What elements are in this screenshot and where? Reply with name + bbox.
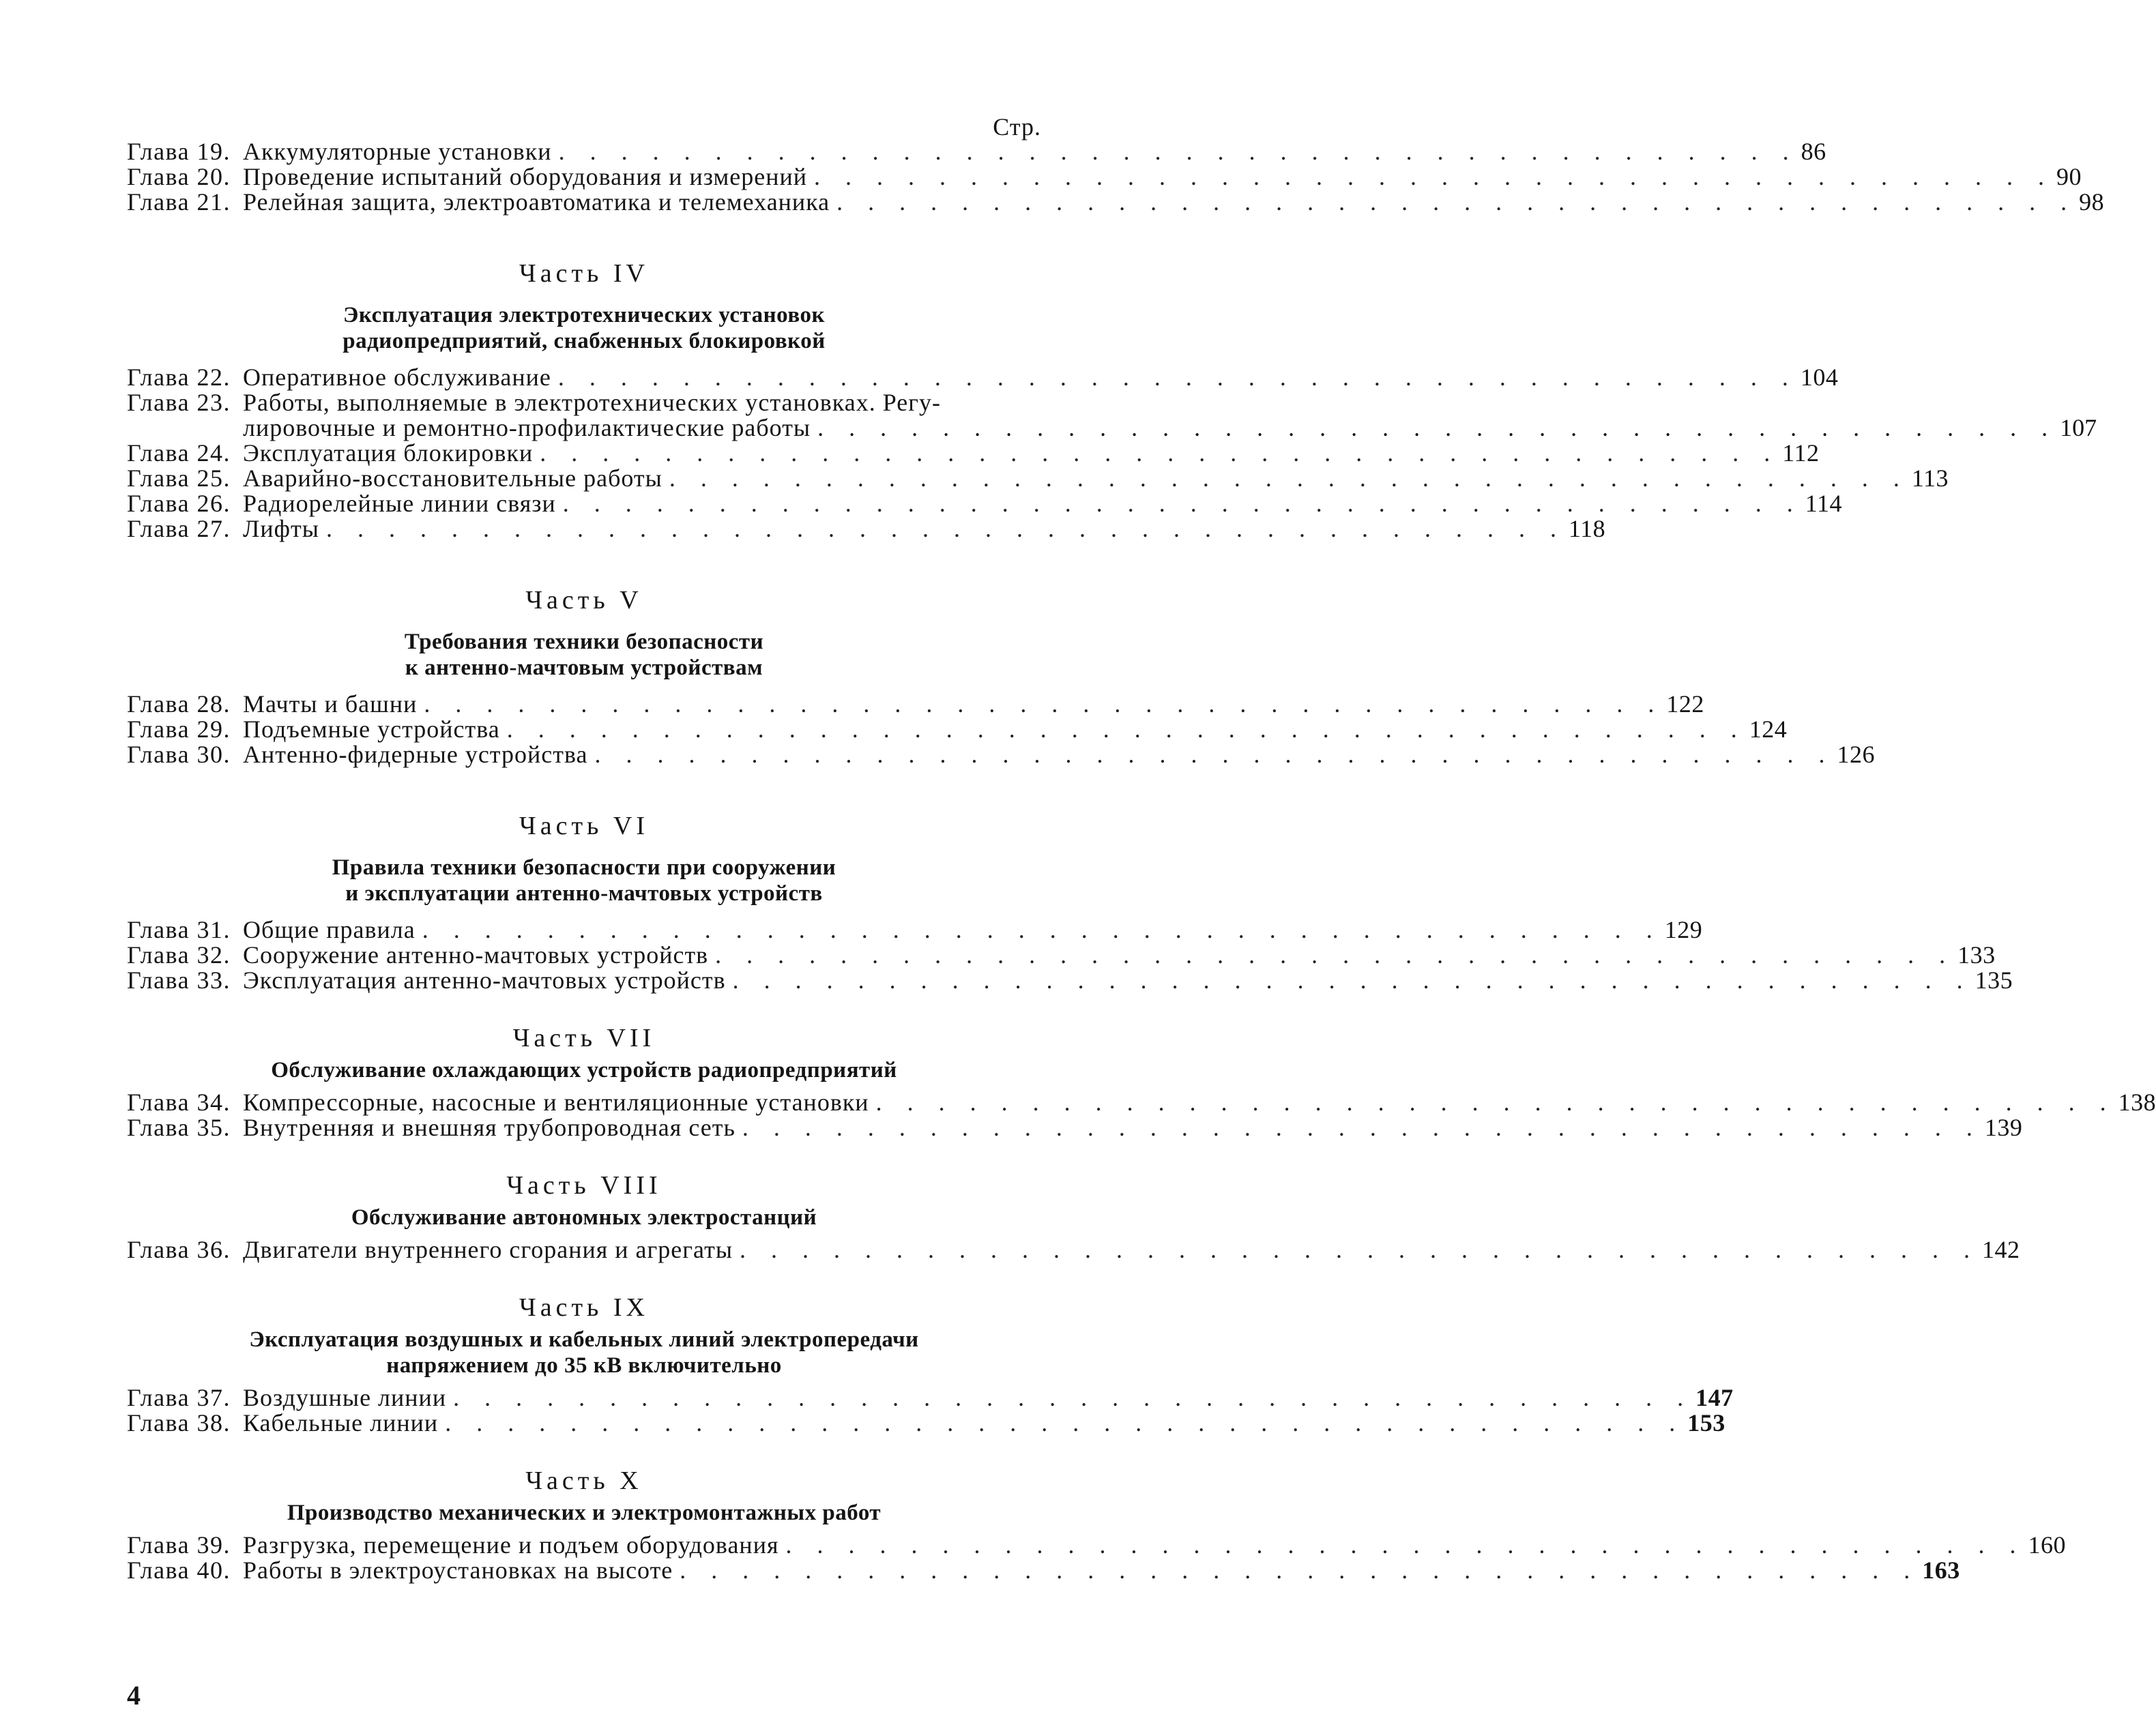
chapter-page-number: 98 xyxy=(2079,188,2105,216)
toc-entry[interactable] xyxy=(127,1557,1960,1584)
dot-leader: . . . . . . . . . . . . . . . . . . . . . . . . . . . . . . . . . . . . . . . . xyxy=(422,916,1662,943)
chapter-label: Глава 27. xyxy=(127,515,231,542)
chapter-page-number: 113 xyxy=(1911,465,1949,492)
dot-leader: . . . . . . . . . . . . . . . . . . . . . . . . . . . . . . . . . . . . . . . . xyxy=(742,1114,1982,1141)
chapter-label: Глава 31. xyxy=(127,916,231,943)
dot-leader: . . . . . . . . . . . . . . . . . . . . . . . . . . . . . . . . . . . . . . . . xyxy=(558,138,1798,165)
chapter-page-number: 142 xyxy=(1982,1236,2020,1263)
chapter-title: Проведение испытаний оборудования и измерений xyxy=(243,163,807,190)
chapter-label: Глава 40. xyxy=(127,1557,231,1584)
toc-entry[interactable] xyxy=(127,967,2013,994)
chapter-page-number: 163 xyxy=(1922,1557,1960,1584)
toc-entry[interactable] xyxy=(127,1089,2156,1116)
chapter-page-number: 135 xyxy=(1975,967,2013,994)
toc-entry[interactable] xyxy=(127,1236,2020,1263)
dot-leader: . . . . . . . . . . . . . . . . . . . . . . . . . . . . . . . . . . . . . . . . xyxy=(557,364,1798,391)
part-title xyxy=(127,629,1041,681)
part-title xyxy=(127,1205,1041,1230)
dot-leader: . . . . . . . . . . . . . . . . . . . . . . . . . . . . . . . . . . . . . . . . xyxy=(817,414,2058,441)
chapter-page-number: 112 xyxy=(1782,439,1820,467)
toc-entry[interactable] xyxy=(127,941,1996,969)
toc-entry[interactable] xyxy=(127,439,1820,467)
table-of-contents xyxy=(127,138,2156,1584)
chapter-title: Радиорелейные линии связи xyxy=(243,490,556,517)
part-heading: Часть VI xyxy=(519,812,649,840)
part-title-line: Требования техники безопасности xyxy=(404,630,764,654)
chapter-title: Разгрузка, перемещение и подъем оборудования xyxy=(243,1531,779,1559)
chapter-label: Глава 23. xyxy=(127,389,231,416)
part-title xyxy=(127,1327,1041,1378)
chapter-page-number: 90 xyxy=(2056,163,2082,190)
dot-leader: . . . . . . . . . . . . . . . . . . . . . . . . . . . . . . . . . . . . . . . . xyxy=(325,515,1566,542)
part-title-line: Производство механических и электромонтажных работ xyxy=(287,1501,882,1525)
toc-entry[interactable] xyxy=(127,188,2105,216)
chapter-title: Оперативное обслуживание xyxy=(243,364,551,391)
part-title xyxy=(127,1057,1041,1083)
chapter-title-continuation: лировочные и ремонтно-профилактические работы xyxy=(243,414,811,441)
chapter-page-number: 129 xyxy=(1664,916,1703,943)
chapter-title: Кабельные линии xyxy=(243,1409,439,1436)
toc-entry[interactable] xyxy=(127,1114,2023,1141)
dot-leader: . . . . . . . . . . . . . . . . . . . . . . . . . . . . . . . . . . . . . . . . xyxy=(445,1409,1685,1436)
dot-leader: . . . . . . . . . . . . . . . . . . . . . . . . . . . . . . . . . . . . . . . . xyxy=(506,716,1747,743)
toc-entry[interactable] xyxy=(127,741,1875,768)
chapter-title: Работы, выполняемые в электротехнических установках. Регу- xyxy=(243,389,941,416)
chapter-title: Двигатели внутреннего сгорания и агрегаты xyxy=(243,1236,733,1263)
dot-leader: . . . . . . . . . . . . . . . . . . . . . . . . . . . . . . . . . . . . . . . . xyxy=(836,188,2077,216)
chapter-page-number: 138 xyxy=(2118,1089,2156,1116)
page-number: 4 xyxy=(127,1680,141,1711)
chapter-label: Глава 26. xyxy=(127,490,231,517)
chapter-page-number: 104 xyxy=(1800,364,1839,391)
chapter-title: Подъемные устройства xyxy=(243,716,500,743)
part-heading: Часть VIII xyxy=(506,1171,662,1200)
chapter-label: Глава 32. xyxy=(127,941,231,969)
chapter-title: Общие правила xyxy=(243,916,416,943)
part-heading: Часть IV xyxy=(519,259,649,288)
chapter-page-number: 107 xyxy=(2060,414,2097,441)
toc-page xyxy=(127,113,2156,1584)
chapter-label: Глава 29. xyxy=(127,716,231,743)
part-heading: Часть VII xyxy=(512,1024,656,1052)
toc-entry[interactable] xyxy=(127,1384,1734,1411)
part-title-line: Обслуживание автономных электростанций xyxy=(351,1205,817,1230)
toc-entry[interactable] xyxy=(127,163,2082,190)
chapter-label: Глава 34. xyxy=(127,1089,231,1116)
chapter-page-number: 126 xyxy=(1837,741,1875,768)
chapter-title: Релейная защита, электроавтоматика и телемеханика xyxy=(243,188,830,216)
dot-leader: . . . . . . . . . . . . . . . . . . . . . . . . . . . . . . . . . . . . . . . . xyxy=(785,1531,2026,1559)
part-title-line: к антенно-мачтовым устройствам xyxy=(405,655,763,680)
part-title-line: и эксплуатации антенно-мачтовых устройств xyxy=(345,881,823,906)
part-title xyxy=(127,1500,1041,1526)
chapter-page-number: 160 xyxy=(2028,1531,2067,1559)
dot-leader: . . . . . . . . . . . . . . . . . . . . . . . . . . . . . . . . . . . . . . . . xyxy=(875,1089,2116,1116)
dot-leader: . . . . . . . . . . . . . . . . . . . . . . . . . . . . . . . . . . . . . . . . xyxy=(740,1236,1980,1263)
chapter-label: Глава 25. xyxy=(127,465,231,492)
chapter-page-number: 147 xyxy=(1695,1384,1734,1411)
toc-entry[interactable] xyxy=(127,364,1839,391)
chapter-title: Аккумуляторные установки xyxy=(243,138,552,165)
chapter-page-number: 133 xyxy=(1957,941,1996,969)
toc-entry-continuation[interactable] xyxy=(127,414,2097,441)
dot-leader: . . . . . . . . . . . . . . . . . . . . . . . . . . . . . . . . . . . . . . . . xyxy=(669,465,1909,492)
part-title xyxy=(127,855,1041,906)
part-title-line: радиопредприятий, снабженных блокировкой xyxy=(343,329,826,353)
chapter-label: Глава 19. xyxy=(127,138,231,165)
toc-entry[interactable] xyxy=(127,1409,1725,1436)
part-title xyxy=(127,302,1041,354)
part-title-line: Эксплуатация электротехнических установок xyxy=(343,303,825,327)
dot-leader: . . . . . . . . . . . . . . . . . . . . . . . . . . . . . . . . . . . . . . . . xyxy=(453,1384,1693,1411)
part-title-line: Правила техники безопасности при сооружении xyxy=(332,855,836,880)
dot-leader: . . . . . . . . . . . . . . . . . . . . . . . . . . . . . . . . . . . . . . . . xyxy=(424,690,1664,718)
chapter-title: Работы в электроустановках на высоте xyxy=(243,1557,673,1584)
part-heading: Часть X xyxy=(525,1466,643,1495)
dot-leader: . . . . . . . . . . . . . . . . . . . . . . . . . . . . . . . . . . . . . . . . xyxy=(814,163,2054,190)
part-title-line: Обслуживание охлаждающих устройств радиопредприятий xyxy=(271,1058,897,1082)
chapter-label: Глава 39. xyxy=(127,1531,231,1559)
dot-leader: . . . . . . . . . . . . . . . . . . . . . . . . . . . . . . . . . . . . . . . . xyxy=(680,1557,1920,1584)
chapter-page-number: 124 xyxy=(1749,716,1788,743)
chapter-title: Аварийно-восстановительные работы xyxy=(243,465,662,492)
chapter-page-number: 114 xyxy=(1805,490,1842,517)
chapter-title: Эксплуатация блокировки xyxy=(243,439,534,467)
dot-leader: . . . . . . . . . . . . . . . . . . . . . . . . . . . . . . . . . . . . . . . . xyxy=(540,439,1780,467)
toc-entry[interactable] xyxy=(127,916,1703,943)
dot-leader: . . . . . . . . . . . . . . . . . . . . . . . . . . . . . . . . . . . . . . . . xyxy=(594,741,1835,768)
chapter-label: Глава 33. xyxy=(127,967,231,994)
chapter-label: Глава 30. xyxy=(127,741,231,768)
chapter-title: Компрессорные, насосные и вентиляционные установки xyxy=(243,1089,869,1116)
toc-entry[interactable] xyxy=(127,390,1041,415)
chapter-label: Глава 24. xyxy=(127,439,231,467)
dot-leader: . . . . . . . . . . . . . . . . . . . . . . . . . . . . . . . . . . . . . . . . xyxy=(562,490,1803,517)
toc-entry[interactable] xyxy=(127,690,1704,718)
part-title-line: напряжением до 35 кВ включительно xyxy=(386,1353,782,1378)
chapter-page-number: 139 xyxy=(1984,1114,2023,1141)
chapter-label: Глава 20. xyxy=(127,163,231,190)
toc-entry[interactable] xyxy=(127,515,1606,542)
toc-entry[interactable] xyxy=(127,465,1949,492)
part-title-line: Эксплуатация воздушных и кабельных линий электропередачи xyxy=(249,1327,919,1352)
chapter-title: Антенно-фидерные устройства xyxy=(243,741,588,768)
toc-entry[interactable] xyxy=(127,138,1826,165)
chapter-page-number: 86 xyxy=(1801,138,1826,165)
chapter-title: Внутренняя и внешняя трубопроводная сеть xyxy=(243,1114,735,1141)
chapter-label: Глава 35. xyxy=(127,1114,231,1141)
chapter-label: Глава 28. xyxy=(127,690,231,718)
chapter-label: Глава 21. xyxy=(127,188,231,216)
part-heading: Часть V xyxy=(525,586,643,615)
dot-leader: . . . . . . . . . . . . . . . . . . . . . . . . . . . . . . . . . . . . . . . . xyxy=(732,967,1972,994)
chapter-title: Мачты и башни xyxy=(243,690,418,718)
chapter-title: Воздушные линии xyxy=(243,1384,447,1411)
chapter-title: Сооружение антенно-мачтовых устройств xyxy=(243,941,709,969)
toc-entry[interactable] xyxy=(127,1531,2067,1559)
toc-entry[interactable] xyxy=(127,490,1842,517)
chapter-title: Лифты xyxy=(243,515,319,542)
chapter-page-number: 153 xyxy=(1687,1409,1725,1436)
chapter-label: Глава 22. xyxy=(127,364,231,391)
chapter-page-number: 118 xyxy=(1568,515,1606,542)
chapter-title: Эксплуатация антенно-мачтовых устройств xyxy=(243,967,726,994)
page-column-label: Стр. xyxy=(993,113,1041,141)
chapter-label: Глава 38. xyxy=(127,1409,231,1436)
chapter-label: Глава 37. xyxy=(127,1384,231,1411)
chapter-page-number: 122 xyxy=(1666,690,1704,718)
toc-entry[interactable] xyxy=(127,716,1788,743)
chapter-label: Глава 36. xyxy=(127,1236,231,1263)
part-heading: Часть IX xyxy=(519,1293,649,1322)
dot-leader: . . . . . . . . . . . . . . . . . . . . . . . . . . . . . . . . . . . . . . . . xyxy=(715,941,1955,969)
